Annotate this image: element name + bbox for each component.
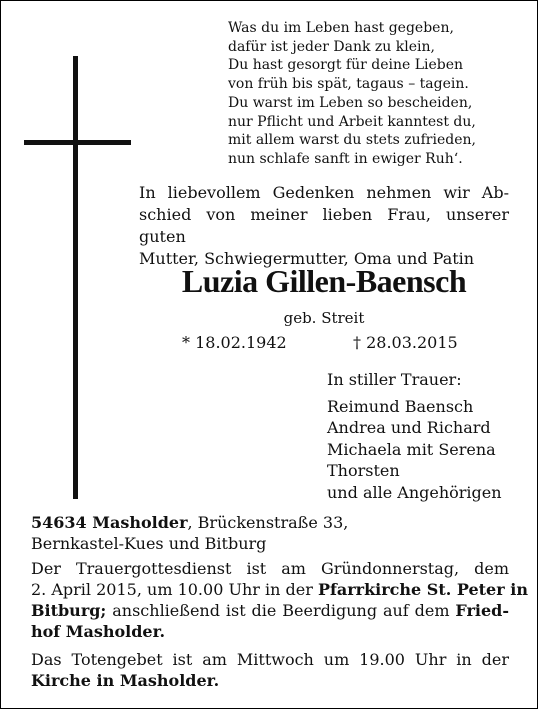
prayer-line (31, 670, 509, 691)
service-text: anschließend ist die Beerdigung auf dem (106, 601, 456, 620)
mourner-name: Michaela mit Serena (327, 439, 496, 459)
mourners-heading: In stiller Trauer: (327, 370, 462, 389)
prayer-info (31, 649, 509, 691)
poem-line: von früh bis spät, tagaus – tagein. (228, 76, 469, 93)
poem-line: Was du im Leben hast gegeben, (228, 20, 454, 36)
cross-icon (73, 56, 78, 499)
service-line (31, 621, 509, 642)
address-street: , Brückenstraße 33, (187, 513, 349, 532)
service-text: 2. April 2015, um 10.00 Uhr in der (31, 580, 318, 599)
cross-icon-bar (24, 140, 131, 145)
service-line (31, 579, 528, 600)
cemetery-name-end: hof Masholder. (31, 622, 166, 641)
cemetery-name: Fried- (455, 601, 509, 620)
poem-line: Du hast gesorgt für deine Lieben (228, 57, 464, 74)
mourner-name: Andrea und Richard (327, 418, 491, 437)
prayer-line: Das Totengebet ist am Mittwoch um 19.00 Uhr in der (31, 650, 509, 669)
birth-date: * 18.02.1942 (182, 333, 287, 352)
service-line: Der Trauergottesdienst ist am Gründonnerstag, dem (31, 559, 509, 578)
address-place: 54634 Masholder (31, 513, 188, 532)
town-name: Bitburg; (31, 601, 107, 620)
church-name: Pfarrkirche St. Peter in (317, 580, 528, 599)
poem-line: nun schlafe sanft in ewiger Ruh‘. (228, 150, 463, 167)
intro-line: Mutter, Schwiegermutter, Oma und Patin (139, 249, 475, 268)
mourners-list (327, 369, 527, 503)
intro-line: In liebevollem Gedenken nehmen wir Ab- (139, 183, 509, 202)
poem-line: dafür ist jeder Dank zu klein, (228, 38, 435, 55)
intro-line: schied von meiner lieben Frau, unserer guten (139, 205, 509, 246)
birth-name: geb. Streit (283, 309, 365, 327)
prayer-location: Kirche in Masholder. (31, 671, 220, 690)
mourner-name: Reimund Baensch (327, 396, 474, 416)
poem-line: mit allem warst du stets zufrieden, (228, 132, 476, 149)
death-date: † 28.03.2015 (353, 333, 458, 352)
poem-line: Du warst im Leben so bescheiden, (228, 94, 473, 111)
address-line-1 (31, 512, 511, 533)
intro-text (139, 182, 509, 270)
service-line (31, 600, 509, 621)
mourner-name: und alle Angehörigen (327, 482, 502, 502)
poem-line: nur Pflicht und Arbeit kanntest du, (228, 113, 476, 130)
mourner-name: Thorsten (327, 461, 400, 480)
address-line-2: Bernkastel-Kues und Bitburg (31, 534, 267, 553)
poem (228, 19, 528, 169)
service-info (31, 558, 528, 642)
deceased-name: Luzia Gillen-Baensch (181, 263, 467, 299)
address (31, 512, 511, 554)
